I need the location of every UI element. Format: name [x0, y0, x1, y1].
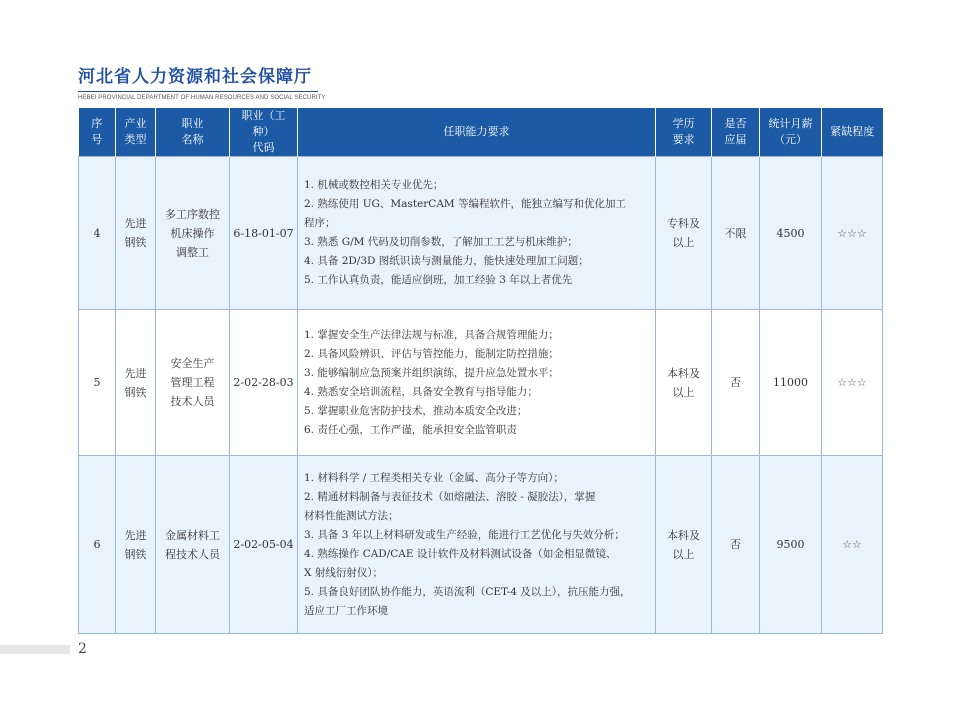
cell-no: 5 — [79, 310, 116, 456]
requirement-line: 3. 具备 3 年以上材料研发或生产经验，能进行工艺优化与失效分析； — [304, 528, 625, 541]
requirement-line: 1. 机械或数控相关专业优先； — [304, 179, 444, 191]
cell-shortage-stars: ☆☆☆ — [822, 157, 883, 310]
requirement-line: 4. 熟练操作 CAD/CAE 设计软件及材料测试设备（如金相显微镜、 — [304, 547, 617, 560]
page-number: 2 — [78, 641, 87, 657]
cell-code: 2-02-28-03 — [230, 310, 298, 456]
requirement-line: 2. 具备风险辨识、评估与管控能力，能制定防控措施； — [304, 347, 559, 360]
cell-occupation: 安全生产 管理工程 技术人员 — [156, 310, 230, 456]
requirement-line: 3. 熟悉 G/M 代码及切削参数，了解加工工艺与机床维护； — [304, 236, 578, 248]
table-row — [79, 310, 883, 456]
requirement-line: 适应工厂工作环境 — [304, 604, 388, 617]
header-fresh-grad: 是否 应届 — [712, 108, 760, 157]
requirement-line: 5. 掌握职业危害防护技术，推动本质安全改进； — [304, 404, 528, 417]
table-row — [79, 456, 883, 634]
requirement-line: 2. 熟练使用 UG、MasterCAM 等编程软件，能独立编写和优化加工 — [304, 198, 626, 210]
cell-no: 4 — [79, 157, 116, 310]
requirement-line: 4. 具备 2D/3D 图纸识读与测量能力，能快速处理加工问题； — [304, 255, 589, 267]
requirement-line: 4. 熟悉安全培训流程，具备安全教育与指导能力； — [304, 385, 538, 398]
cell-salary: 11000 — [760, 310, 822, 456]
cell-education: 本科及 以上 — [656, 310, 712, 456]
requirement-line: 1. 掌握安全生产法律法规与标准，具备合规管理能力； — [304, 328, 559, 341]
requirement-line: 程序； — [304, 217, 336, 229]
cell-code: 6-18-01-07 — [230, 157, 298, 310]
header-shortage: 紧缺程度 — [822, 108, 883, 157]
requirement-line: 2. 精通材料制备与表征技术（如熔融法、溶胶 - 凝胶法），掌握 — [304, 490, 596, 503]
cell-fresh-grad: 不限 — [712, 157, 760, 310]
cell-fresh-grad: 否 — [712, 456, 760, 634]
requirement-line: 5. 具备良好团队协作能力，英语流利（CET-4 及以上），抗压能力强， — [304, 585, 631, 598]
header-occupation: 职业 名称 — [156, 108, 230, 157]
requirement-line: X 射线衍射仪）； — [304, 566, 384, 579]
cell-industry: 先进 钢铁 — [116, 310, 156, 456]
cell-education: 本科及 以上 — [656, 456, 712, 634]
requirement-line: 材料性能测试方法； — [304, 509, 399, 522]
cell-no: 6 — [79, 456, 116, 634]
cell-requirements — [298, 456, 656, 634]
org-subtitle: HEBEI PROVINCIAL DEPARTMENT OF HUMAN RESOURCES AND SOCIAL SECURITY — [78, 95, 326, 101]
cell-requirements — [298, 310, 656, 456]
requirement-line: 6. 责任心强，工作严谨，能承担安全监管职责 — [304, 423, 517, 436]
cell-fresh-grad: 否 — [712, 310, 760, 456]
cell-requirements — [298, 157, 656, 310]
cell-code: 2-02-05-04 — [230, 456, 298, 634]
footer-bar — [0, 645, 70, 654]
cell-industry: 先进 钢铁 — [116, 456, 156, 634]
header-education: 学历 要求 — [656, 108, 712, 157]
table-row — [79, 157, 883, 310]
cell-salary: 4500 — [760, 157, 822, 310]
job-requirements-table — [78, 108, 883, 634]
cell-shortage-stars: ☆☆☆ — [822, 310, 883, 456]
header-no: 序 号 — [79, 108, 116, 157]
requirement-line: 1. 材料科学 / 工程类相关专业（金属、高分子等方向）； — [304, 471, 564, 484]
cell-occupation: 多工序数控 机床操作 调整工 — [156, 157, 230, 310]
requirement-line: 3. 能够编制应急预案并组织演练，提升应急处置水平； — [304, 366, 559, 379]
header-requirements: 任职能力要求 — [298, 108, 656, 157]
table-header-row — [79, 108, 883, 157]
header-industry: 产业 类型 — [116, 108, 156, 157]
cell-salary: 9500 — [760, 456, 822, 634]
document-header — [78, 62, 338, 101]
cell-occupation: 金属材料工 程技术人员 — [156, 456, 230, 634]
cell-shortage-stars: ☆☆ — [822, 456, 883, 634]
cell-education: 专科及 以上 — [656, 157, 712, 310]
header-code: 职业（工种） 代码 — [230, 108, 298, 157]
requirement-line: 5. 工作认真负责，能适应倒班，加工经验 3 年以上者优先 — [304, 274, 573, 286]
header-salary: 统计月薪 （元） — [760, 108, 822, 157]
org-title: 河北省人力资源和社会保障厅 — [78, 67, 312, 87]
header-divider — [78, 91, 318, 92]
cell-industry: 先进 钢铁 — [116, 157, 156, 310]
